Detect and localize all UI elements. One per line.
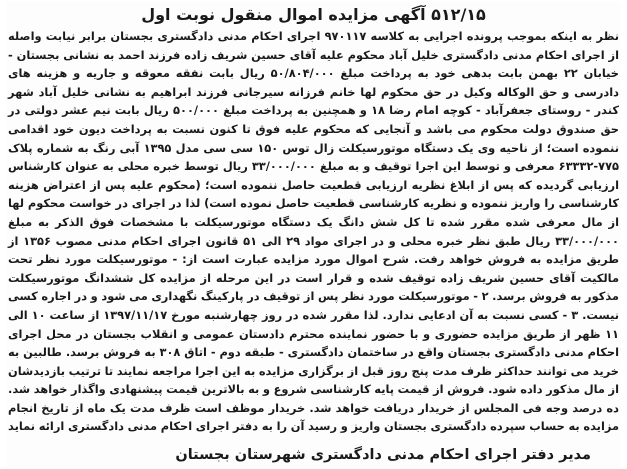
notice-title: ۵۱۲/۱۵ آگهی مزایده اموال منقول نوبت اول <box>141 5 486 24</box>
notice-body: نظر به اینکه بموجب پرونده اجرایی به کلاسه ۹۷۰۱۱۷ اجرای احکام مدنی دادگستری بجستان برابر نیابت واصله از اجرای احکام مدنی دادگستری خلیل آباد محکوم علیه آقای حسین شریف زاده فرزند احمد به نشانی بجستان - خیابان ۲۲ بهمن بابت بدهی خود به پرداخت مبلغ ۵۰/۸۰۴/۰۰۰ ریال بابت نفقه معوقه و جاریه و هزینه های دادرسی و حق الوکاله وکیل در حق محکوم لها خانم فرزانه سیرجانی فرزند ابراهیم به نشانی خلیل آباد شهر کندر - روستای جعفرآباد - کوچه امام رضا ۱۸ و همچنین به پرداخت مبلغ ۵۰۰/۰۰۰ ریال بابت نیم عشر دولتی در حق صندوق دولت محکوم می باشد و آنجایی که محکوم علیه فوق تا کنون نسبت به پرداخت دیون خود اقدامی ننموده است؛ از ناحیه وی یک دستگاه موتورسیکلت زال توس ۱۵۰ سی سی مدل ۱۳۹۵ آبی رنگ به شماره پلاک ۷۷۵-۶۳۳۳۲ معرفی و توسط این اجرا توقیف و به مبلغ ۳۳/۰۰۰/۰۰۰ ریال توسط خبره محلی به عنوان کارشناس ارزیابی گردیده که پس از ابلاغ نظریه ارزیابی قطعیت حاصل ننموده است؛ (محکوم علیه پس از اعتراض هزینه کارشناسی را واریز ننموده و نظریه کارشناسی قطعیت حاصل نموده است) لذا در اجرای در خواست محکوم لها از مال معرفی شده مقرر شده تا کل شش دانگ یک دستگاه موتورسیکلت با مشخصات فوق الذکر به مبلغ ۳۳/۰۰۰/۰۰۰ ریال طبق نظر خبره محلی و در اجرای مواد ۲۹ الی ۵۱ قانون اجرای احکام مدنی مصوب ۱۳۵۶ از طریق مزایده به فروش خواهد رفت. شرح اموال مورد مزایده عبارت است از: - موتورسیکلت مورد نظر تحت مالکیت آقای حسین شریف زاده توقیف شده و قرار است در این مرحله از مزایده کل ششدانگ موتورسیکلت مذکور به فروش برسد. ۲ - موتورسیکلت مورد نظر پس از توقیف در پارکینگ نگهداری می شود و در اجاره کسی نیست. ۳ - کسی نسبت به آن ادعایی ندارد. لذا مقرر شده در روز چهارشنبه مورخ ۱۳۹۷/۱۱/۱۷ از ساعت ۱۰ الی ۱۱ ظهر از طریق مزایده حضوری و با حضور نماینده محترم دادستان عمومی و انقلاب بجستان در محل اجرای احکام مدنی دادگستری بجستان واقع در ساختمان دادگستری - طبقه دوم - اتاق ۳۰۸ به فروش برسد. طالبین به خرید می توانند حداکثر ظرف مدت پنج روز قبل از برگزاری مزایده به این اجرا مراجعه نمایند تا ترتیب بازدیدشان از مال مذکور داده شود. فروش از قیمت پایه کارشناسی شروع و به بالاترین قیمت پیشنهادی واگذار خواهد شد. ده درصد وجه فی المجلس از خریدار دریافت خواهد شد. خریدار موظف است ظرف مدت یک ماه از تاریخ انجام مزایده به حساب سپرده دادگستری بجستان واریز و رسید آن را به دفتر اجرای احکام مدنی دادگستری ارائه نماید <box>8 29 620 434</box>
notice-signature <box>175 445 591 465</box>
signature-role: مدیر دفتر اجرای احکام مدنی دادگستری شهرستان بجستان <box>175 447 591 463</box>
auction-notice <box>6 2 621 467</box>
